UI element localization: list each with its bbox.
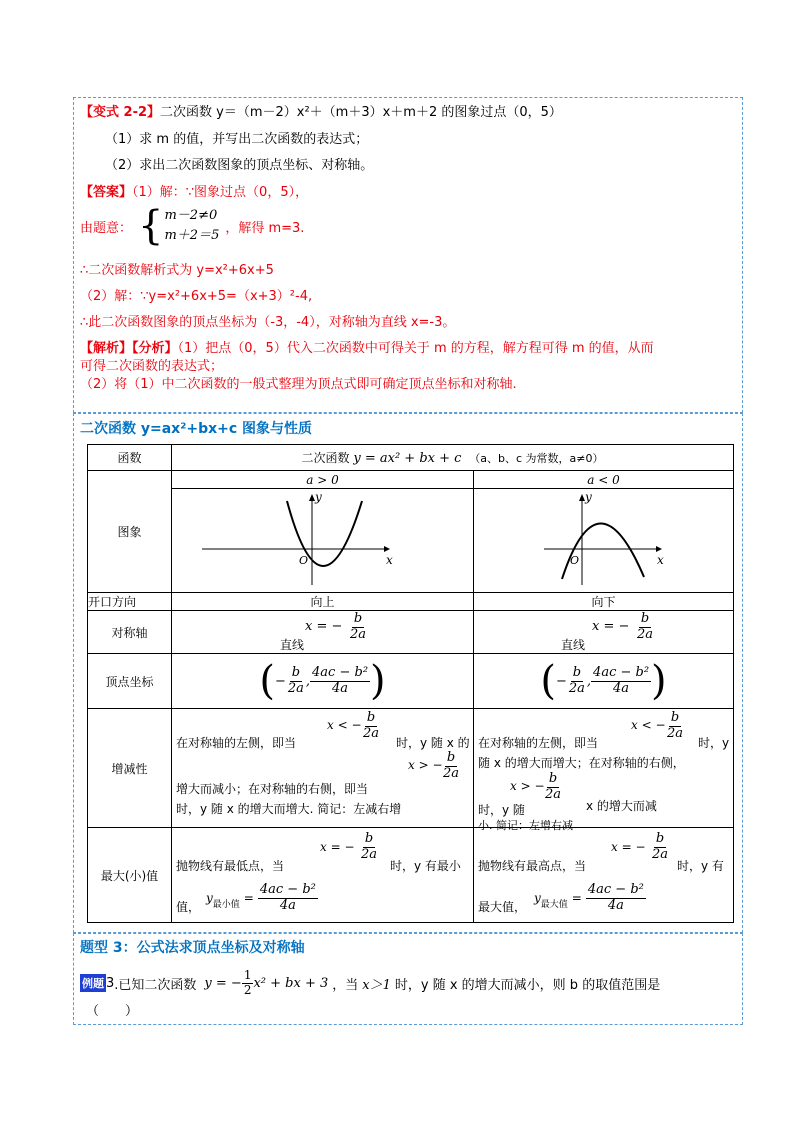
opening-up: 向上 <box>172 593 474 611</box>
y-axis-label: y <box>315 490 322 504</box>
x-axis-label: x <box>386 553 393 567</box>
table-row <box>88 709 734 828</box>
row-header-monotonicity: 增减性 <box>88 709 172 828</box>
row-header-vertex: 顶点坐标 <box>88 654 172 709</box>
opening-down: 向下 <box>474 593 734 611</box>
a-negative-label: a < 0 <box>474 471 734 489</box>
question-1: （1）求 m 的值，并写出二次函数的表达式； <box>105 132 369 147</box>
question-2: （2）求出二次函数图象的顶点坐标、对称轴。 <box>105 158 374 173</box>
equation-1: m－2≠0 <box>164 207 218 223</box>
answer-line-3: ∴二次函数解析式为 y=x²+6x+5 <box>80 263 274 278</box>
x-axis-label: x <box>657 553 664 567</box>
answer-line-1: 【答案】（1）解：∵图象过点（0，5）， <box>80 185 309 200</box>
vertex-left-cell: ( − $\frac{b}{2a}$ , $\frac{\text{4ac − b²}}{4a}$ ) <box>172 654 474 709</box>
equation-2: m＋2＝5 <box>164 228 220 243</box>
extremum-left-cell: x = − $\frac{b}{2a}$ 抛物线有最低点，当 时，y 有最小 值， y 最小值 = $\frac{\text{4ac − b²}}{4a}$ <box>172 828 474 923</box>
mono-right-cell: x < − $\frac{b}{2a}$ 在对称轴的左侧，即当 时，y 随 x 的增大而增大；在对称轴的右侧， x > − $\frac{b}{2a}$ 时，y 随 x 的增大而减 小. 简记：左增右减 <box>474 709 734 828</box>
analysis-label: 【解析】【分析】 <box>80 341 178 356</box>
graph-up-cell <box>172 489 474 593</box>
row-header-opening: 开口方向 <box>88 593 172 611</box>
table-row <box>88 828 734 923</box>
variant-label: 【变式 2-2】 <box>80 105 161 120</box>
example-3-line: 例题 3 .已知二次函数 y = − $\frac{1}{2}$ x² + bx + 3 ，当 x＞1 时，y 随 x 的增大而减小，则 b 的取值范围是 <box>82 967 661 997</box>
table-row <box>88 445 734 471</box>
topic3-title: 题型 3：公式法求顶点坐标及对称轴 <box>80 940 305 956</box>
axis-left-cell: x = − $\frac{b}{2a}$ 直线 <box>172 611 474 654</box>
function-note: （a、b、c 为常数，a≠0） <box>469 452 604 465</box>
analysis-line-2: 可得二次函数的表达式； <box>80 359 224 374</box>
parabola-up-graph <box>172 489 472 589</box>
row-header-function: 函数 <box>88 445 172 471</box>
table-row <box>88 471 734 489</box>
extremum-right-cell: x = − $\frac{b}{2a}$ 抛物线有最高点，当 时，y 有 最大值， y 最大值 = $\frac{\text{4ac − b²}}{4a}$ <box>474 828 734 923</box>
table-row <box>88 489 734 593</box>
mono-left-cell: x < − $\frac{b}{2a}$ 在对称轴的左侧，即当 时，y 随 x 的 x > − $\frac{b}{2a}$ 增大而减小；在对称轴的右侧，即当 时，y 随 x 的增大而增大. 简记：左减右增 <box>172 709 474 828</box>
section-title: 二次函数 y=ax²+bx+c 图象与性质 <box>80 421 313 437</box>
parabola-down-graph <box>474 489 732 589</box>
row-header-graph: 图象 <box>88 471 172 593</box>
solve-text: ，解得 m=3. <box>225 220 305 236</box>
example-number: 3 <box>106 975 115 991</box>
properties-table <box>87 444 734 923</box>
analysis-line-3: （2）将（1）中二次函数的一般式整理为顶点式即可确定顶点坐标和对称轴. <box>80 377 517 392</box>
x-axis-arrow-icon <box>656 546 662 552</box>
row-header-extremum: 最大(小)值 <box>88 828 172 923</box>
axis-right-cell: x = − $\frac{b}{2a}$ 直线 <box>474 611 734 654</box>
answer-line-5: ∴此二次函数图象的顶点坐标为（-3，-4），对称轴为直线 x=-3。 <box>80 315 456 330</box>
row-header-axis: 对称轴 <box>88 611 172 654</box>
vertex-right-cell: ( − $\frac{b}{2a}$ , $\frac{\text{4ac − b²}}{4a}$ ) <box>474 654 734 709</box>
a-positive-label: a > 0 <box>172 471 474 489</box>
brace-icon: { <box>138 203 164 249</box>
function-expression: y = ax² + bx + c <box>353 451 462 466</box>
origin-label: O <box>570 554 580 567</box>
example-badge: 例题 <box>80 974 106 992</box>
answer-label: 【答案】 <box>80 185 133 200</box>
variant-question-line <box>80 101 562 120</box>
x-axis-arrow-icon <box>384 546 390 552</box>
function-cell: 二次函数 y = ax² + bx + c （a、b、c 为常数，a≠0） <box>172 445 734 471</box>
graph-down-cell <box>474 489 734 593</box>
equation-system: 由题意： { m－2≠0 m＋2＝5 ，解得 m=3. <box>80 203 305 249</box>
variant-question: 二次函数 y＝（m－2）x²＋（m＋3）x＋m＋2 的图象过点（0，5） <box>160 105 562 120</box>
origin-label: O <box>299 554 309 567</box>
answer-parentheses: （ ） <box>86 1004 139 1019</box>
answer-line-4: （2）解：∵y=x²+6x+5=（x+3）²-4, <box>80 289 313 304</box>
table-row <box>88 593 734 611</box>
analysis-line-1: 【解析】【分析】（1）把点（0，5）代入二次函数中可得关于 m 的方程，解方程可得 m 的值，从而 <box>80 341 654 356</box>
y-axis-label: y <box>585 490 592 504</box>
parabola-down-curve <box>562 523 644 579</box>
table-row <box>88 611 734 654</box>
table-row <box>88 654 734 709</box>
